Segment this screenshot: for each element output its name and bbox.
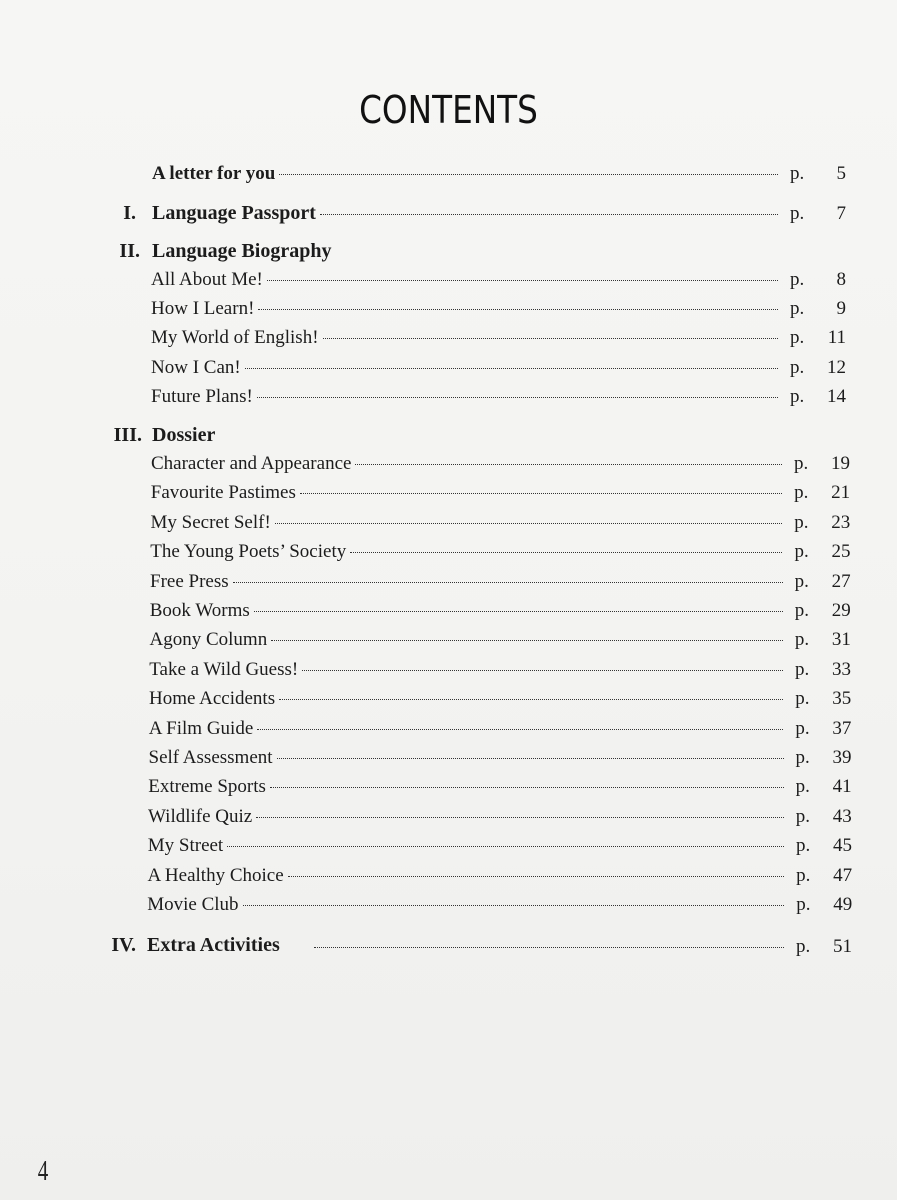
entry-label: Take a Wild Guess!	[149, 658, 299, 680]
toc-entry[interactable]	[150, 541, 850, 563]
section-title: Dossier	[152, 424, 216, 446]
entry-label: Future Plans!	[151, 385, 253, 407]
entry-label: How I Learn!	[151, 298, 255, 320]
dot-leader	[288, 876, 784, 877]
toc-entry[interactable]	[151, 482, 850, 504]
page-number: 39	[832, 747, 852, 768]
page-prefix: p.	[794, 600, 809, 621]
dot-leader	[243, 905, 785, 906]
toc-entry[interactable]	[151, 386, 846, 408]
dot-leader	[257, 397, 778, 398]
page-number: 49	[833, 894, 853, 915]
page-number: 35	[832, 688, 852, 710]
page-number: 21	[831, 482, 851, 504]
dot-leader	[320, 214, 778, 215]
page-prefix: p.	[790, 163, 805, 184]
page-prefix: p.	[794, 511, 809, 533]
page-number: 12	[827, 356, 846, 378]
page-number: 14	[827, 385, 846, 407]
toc-entry[interactable]	[149, 659, 851, 681]
dot-leader	[275, 523, 782, 524]
page-number: 33	[832, 658, 852, 680]
page-number-footer: 4	[37, 1156, 49, 1187]
entry-label: Movie Club	[147, 894, 239, 915]
toc-entry[interactable]	[148, 865, 853, 887]
toc-entry[interactable]	[151, 512, 851, 534]
toc-entry[interactable]	[151, 298, 846, 320]
page-prefix: p.	[796, 894, 811, 915]
entry-label: Home Accidents	[149, 688, 276, 710]
dot-leader	[271, 640, 783, 641]
section-numeral: III.	[113, 424, 142, 446]
section-numeral: I.	[123, 202, 136, 224]
toc-section-extra-activities[interactable]	[314, 936, 852, 958]
page-prefix: p.	[790, 269, 805, 290]
dot-leader	[245, 368, 778, 369]
dot-leader	[277, 758, 784, 759]
dot-leader	[323, 338, 778, 339]
section-numeral: IV.	[111, 934, 136, 956]
toc-section-language-passport[interactable]	[152, 202, 846, 225]
entry-label: A Film Guide	[148, 717, 254, 739]
entry-label: Self Assessment	[148, 747, 273, 768]
dot-leader	[267, 280, 778, 281]
dot-leader	[355, 464, 782, 465]
dot-leader	[227, 846, 784, 847]
page-prefix: p.	[790, 203, 805, 224]
page-number: 8	[836, 269, 846, 290]
toc-entry[interactable]	[147, 894, 852, 916]
entry-label: The Young Poets’ Society	[150, 541, 347, 563]
toc-entry[interactable]	[150, 629, 851, 651]
page-prefix: p.	[794, 570, 809, 592]
toc-entry[interactable]	[149, 688, 851, 710]
toc-entry[interactable]	[151, 327, 846, 349]
page-prefix: p.	[795, 805, 811, 827]
entry-label: Book Worms	[149, 600, 250, 621]
page-prefix: p.	[794, 541, 809, 563]
page-prefix: p.	[796, 936, 811, 957]
dot-leader	[302, 670, 783, 671]
page-prefix: p.	[790, 327, 805, 349]
page-prefix: p.	[795, 658, 810, 680]
toc-entry[interactable]	[151, 357, 846, 379]
page-number: 51	[833, 936, 852, 957]
entry-label: My Secret Self!	[150, 511, 271, 533]
entry-label: Agony Column	[149, 629, 268, 651]
section-title: Extra Activities	[147, 934, 280, 956]
page-number: 9	[836, 298, 846, 320]
toc-entry[interactable]	[148, 776, 851, 798]
section-title: Language Biography	[152, 240, 332, 262]
toc-entry[interactable]	[149, 747, 852, 769]
page-prefix: p.	[794, 629, 810, 651]
toc-entry[interactable]	[148, 806, 852, 828]
dot-leader	[257, 729, 783, 730]
page-number: 29	[831, 600, 851, 621]
entry-label: Extreme Sports	[148, 776, 266, 798]
page-number: 27	[831, 570, 851, 592]
entry-label: Now I Can!	[151, 356, 241, 378]
toc-entry[interactable]	[151, 453, 850, 475]
entry-label: Character and Appearance	[151, 453, 352, 474]
dot-leader	[314, 947, 784, 948]
toc-entry[interactable]	[148, 835, 852, 857]
toc-entry[interactable]	[150, 600, 851, 622]
page-number: 37	[832, 717, 852, 739]
page-prefix: p.	[790, 385, 805, 407]
page-number: 23	[831, 511, 851, 533]
page-prefix: p.	[794, 482, 809, 504]
entry-label: A letter for you	[152, 163, 276, 184]
dot-leader	[233, 582, 783, 583]
dot-leader	[279, 699, 783, 700]
dot-leader	[350, 552, 782, 553]
toc-entry[interactable]	[151, 269, 846, 291]
toc-entry[interactable]	[150, 571, 851, 593]
dot-leader	[279, 174, 778, 175]
page-number: 47	[833, 864, 853, 886]
entry-label: Free Press	[150, 570, 229, 592]
page-prefix: p.	[795, 717, 810, 739]
page-prefix: p.	[796, 864, 811, 886]
page-title: CONTENTS	[359, 88, 538, 132]
entry-label: Wildlife Quiz	[148, 805, 253, 827]
page-number: 5	[836, 163, 846, 184]
page-number: 19	[831, 453, 850, 474]
page-number: 43	[832, 805, 852, 827]
page-prefix: p.	[795, 747, 810, 768]
page-prefix: p.	[795, 776, 810, 798]
entry-label: All About Me!	[151, 269, 263, 290]
page-prefix: p.	[790, 298, 805, 320]
page-number: 11	[827, 327, 846, 349]
entry-label: My World of English!	[151, 327, 319, 349]
page-prefix: p.	[790, 356, 805, 378]
entry-label: My Street	[147, 835, 224, 857]
page-number: 25	[831, 541, 851, 563]
toc-entry-letter[interactable]	[152, 163, 846, 185]
section-title: Language Passport	[152, 202, 316, 224]
dot-leader	[270, 787, 784, 788]
dot-leader	[254, 611, 783, 612]
section-numeral: II.	[119, 240, 140, 262]
page-prefix: p.	[794, 453, 809, 474]
dot-leader	[300, 493, 782, 494]
entry-label: Favourite Pastimes	[150, 482, 296, 504]
page-number: 45	[832, 835, 852, 857]
dot-leader	[256, 817, 784, 818]
entry-label: A Healthy Choice	[147, 864, 284, 886]
page-prefix: p.	[795, 688, 810, 710]
dot-leader	[258, 309, 778, 310]
page-number: 31	[831, 629, 851, 651]
toc-entry[interactable]	[149, 718, 852, 740]
page-number: 7	[836, 203, 846, 224]
page-prefix: p.	[795, 835, 811, 857]
page-number: 41	[832, 776, 852, 798]
